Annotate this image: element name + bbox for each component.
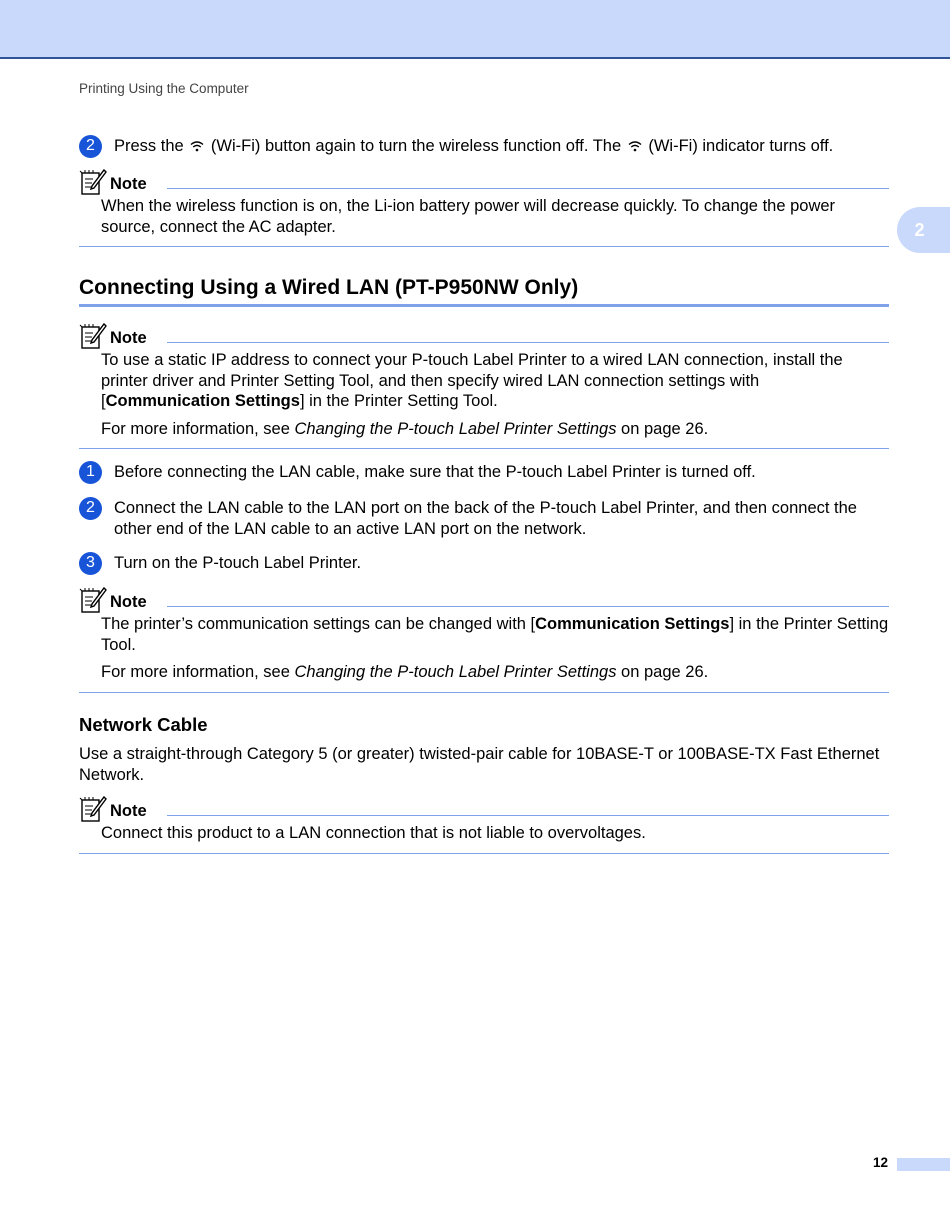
step-number-badge: 2 (79, 497, 102, 520)
step-text: Connect the LAN cable to the LAN port on the back of the P-touch Label Printer, and then connect the other end of the LAN cable to an active LAN port on the network. (114, 499, 857, 538)
note-pencil-icon (79, 322, 107, 350)
note-rule (167, 342, 889, 343)
page-number-bar (897, 1158, 950, 1171)
note-body: The printer’s communication settings can be changed with [Communication Settings] in the Printer Setting Tool. For more information, see Changing the P-touch Label Printer Settings on page 26. (101, 615, 889, 681)
note-bottom-rule (79, 246, 889, 247)
chapter-tab (897, 207, 950, 253)
note-label: Note (110, 802, 147, 820)
note-pencil-icon (79, 168, 107, 196)
step-number-badge: 1 (79, 461, 102, 484)
running-head: Printing Using the Computer (79, 81, 249, 96)
note-body: When the wireless function is on, the Li-ion battery power will decrease quickly. To change the power source, connect the AC adapter. (101, 197, 836, 236)
chapter-number: 2 (914, 219, 925, 240)
note-rule (167, 606, 889, 607)
header-band (0, 0, 950, 59)
note-body: Connect this product to a LAN connection that is not liable to overvoltages. (101, 824, 646, 842)
note-bottom-rule (79, 448, 889, 449)
note-overvoltage (79, 797, 889, 854)
note-pencil-icon (79, 586, 107, 614)
note-rule (167, 815, 889, 816)
note-label: Note (110, 175, 147, 193)
step-number-badge: 2 (79, 135, 102, 158)
step-text: Before connecting the LAN cable, make sure that the P-touch Label Printer is turned off. (114, 463, 756, 481)
wifi-icon (628, 140, 642, 152)
note-communication-settings (79, 588, 889, 693)
step-text: Turn on the P-touch Label Printer. (114, 554, 362, 572)
step-number-badge: 3 (79, 552, 102, 575)
note-battery (79, 170, 889, 247)
note-label: Note (110, 593, 147, 611)
wifi-icon (190, 140, 204, 152)
note-label: Note (110, 329, 147, 347)
note-static-ip (79, 324, 889, 449)
note-rule (167, 188, 889, 189)
note-body: To use a static IP address to connect your P-touch Label Printer to a wired LAN connection, install the printer driver and Printer Setting Tool, and then specify wired LAN connection settings with [Communication Settings] in the Printer Setting Tool. For more information, see Changing the P-touch Label Printer Settings on page 26. (101, 351, 843, 438)
subsection-title: Network Cable (79, 714, 208, 735)
note-bottom-rule (79, 853, 889, 854)
note-pencil-icon (79, 795, 107, 823)
network-cable-text: Use a straight-through Category 5 (or greater) twisted-pair cable for 10BASE-T or 100BASE-TX Fast Ethernet Network. (79, 745, 880, 784)
page-number: 12 (873, 1155, 889, 1170)
note-bottom-rule (79, 692, 889, 693)
step-text: Press the (Wi-Fi) button again to turn the wireless function off. The (Wi-Fi) indicator turns off. (114, 137, 834, 155)
section-title: Connecting Using a Wired LAN (PT-P950NW Only) (79, 276, 889, 307)
